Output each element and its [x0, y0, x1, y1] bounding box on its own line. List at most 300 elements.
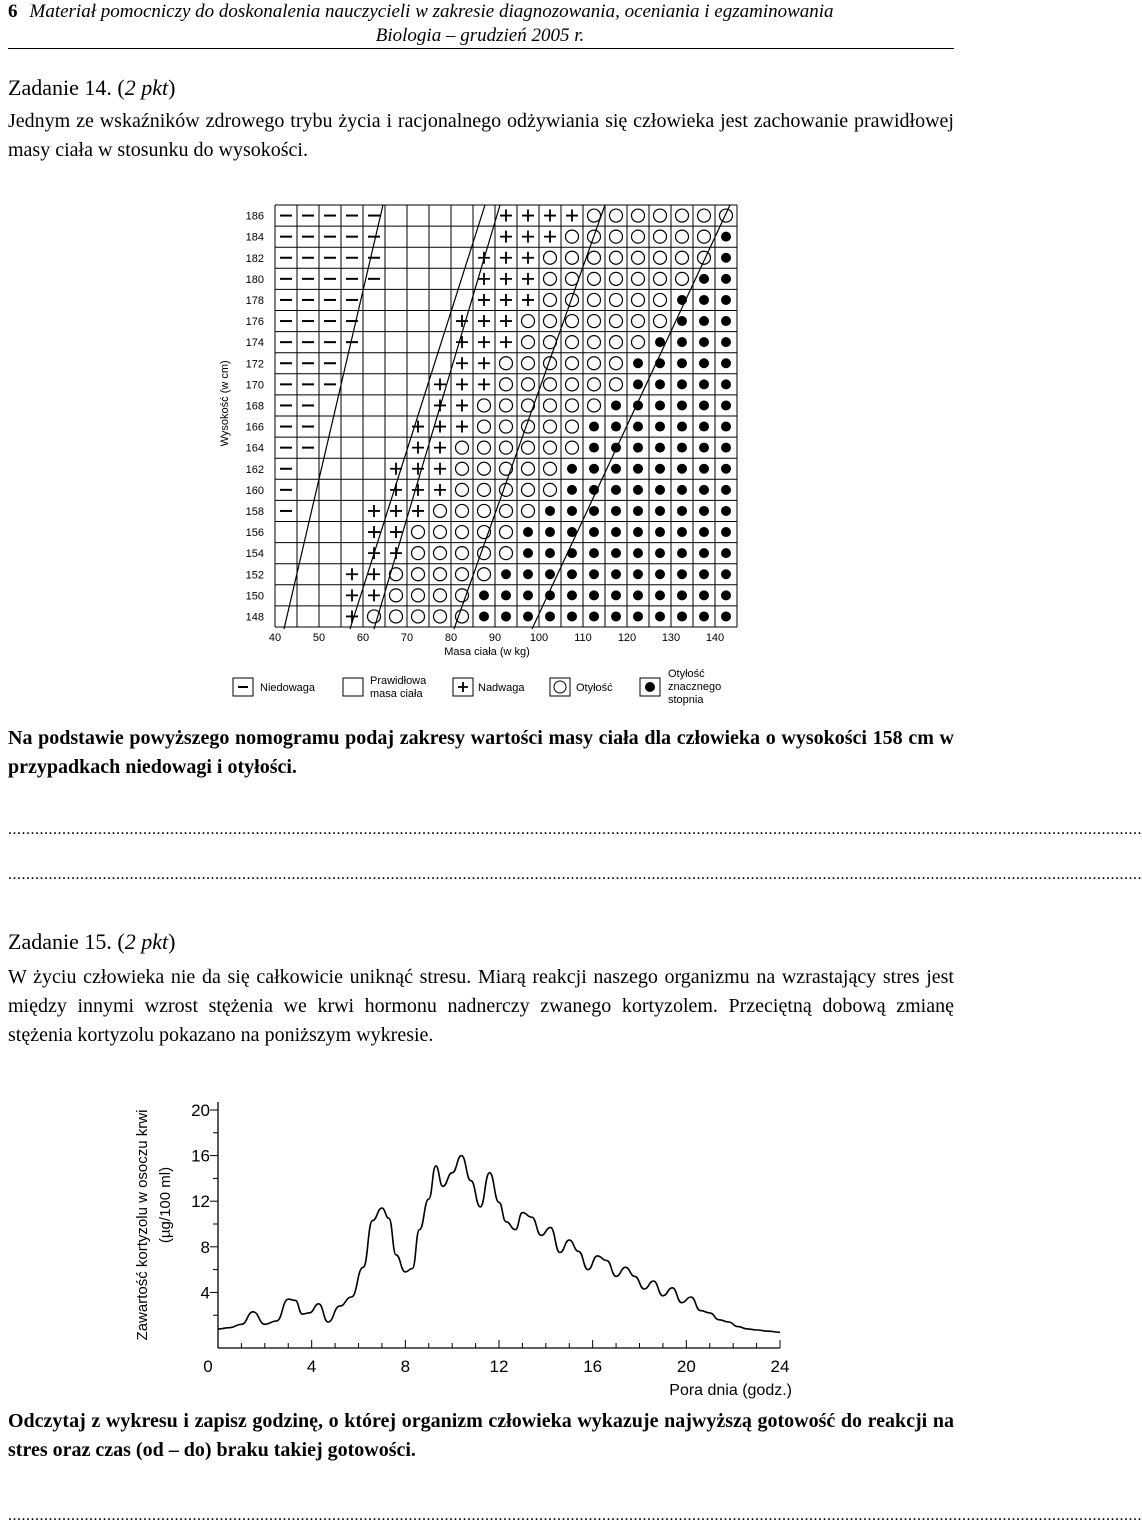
circle-symbol: [588, 209, 601, 222]
circle-symbol: [632, 272, 645, 285]
dot-symbol: [721, 527, 731, 537]
dot-symbol: [721, 400, 731, 410]
dot-symbol: [523, 569, 533, 579]
dot-symbol: [655, 337, 665, 347]
dot-symbol: [589, 611, 599, 621]
dot-symbol: [699, 274, 709, 284]
dot-symbol: [655, 548, 665, 558]
circle-symbol: [566, 357, 579, 370]
task14-title: [8, 74, 175, 102]
circle-symbol: [500, 547, 513, 560]
legend-obesity: Otyłość: [576, 682, 613, 694]
x-axis-label: Pora dnia (godz.): [669, 1382, 792, 1399]
circle-symbol: [588, 272, 601, 285]
circle-symbol: [412, 547, 425, 560]
circle-symbol: [544, 293, 557, 306]
circle-symbol: [478, 504, 491, 517]
plus-symbol: [346, 589, 358, 601]
circle-symbol: [566, 378, 579, 391]
answer-line-2[interactable]: ............................................................................................................................................................................................................................................................: [8, 866, 1142, 883]
plus-symbol: [500, 252, 512, 264]
dot-symbol: [633, 358, 643, 368]
dot-symbol: [611, 590, 621, 600]
dot-symbol: [677, 358, 687, 368]
y-axis-label: Zawartość kortyzolu w osoczu krwi: [134, 1109, 151, 1341]
task14-points: (2 pkt): [117, 75, 176, 100]
circle-symbol: [434, 526, 447, 539]
circle-symbol: [412, 610, 425, 623]
circle-symbol: [478, 483, 491, 496]
circle-symbol: [478, 441, 491, 454]
x-tick-label: 120: [617, 632, 637, 644]
dot-symbol: [699, 611, 709, 621]
circle-symbol: [720, 209, 733, 222]
circle-symbol: [610, 357, 623, 370]
circle-symbol: [390, 589, 403, 602]
dot-symbol: [589, 422, 599, 432]
circle-symbol: [588, 315, 601, 328]
circle-symbol: [632, 336, 645, 349]
circle-symbol: [566, 420, 579, 433]
dot-symbol: [633, 527, 643, 537]
plus-symbol: [434, 463, 446, 475]
dot-symbol: [611, 506, 621, 516]
circle-symbol: [654, 315, 667, 328]
circle-symbol: [522, 483, 535, 496]
circle-symbol: [434, 610, 447, 623]
dot-symbol: [721, 253, 731, 263]
y-tick-label: 162: [245, 463, 264, 476]
y-tick-label: 172: [245, 358, 264, 371]
dot-symbol: [523, 527, 533, 537]
circle-symbol: [676, 272, 689, 285]
dot-symbol: [721, 232, 731, 242]
plus-symbol: [456, 421, 468, 433]
circle-symbol: [610, 293, 623, 306]
plus-symbol: [346, 568, 358, 580]
circle-symbol: [522, 315, 535, 328]
circle-symbol: [434, 589, 447, 602]
x-tick-label: 16: [583, 1357, 603, 1376]
circle-symbol: [500, 441, 513, 454]
y-tick-label: 16: [191, 1146, 210, 1166]
dot-symbol: [699, 400, 709, 410]
circle-symbol: [456, 441, 469, 454]
plus-symbol: [500, 294, 512, 306]
circle-symbol: [566, 336, 579, 349]
y-tick-label: 20: [191, 1101, 210, 1120]
dot-symbol: [589, 464, 599, 474]
plus-symbol: [478, 378, 490, 390]
plus-symbol: [412, 421, 424, 433]
dot-symbol: [721, 548, 731, 558]
circle-symbol: [566, 251, 579, 264]
dot-symbol: [567, 464, 577, 474]
plus-symbol: [456, 378, 468, 390]
legend-severe: stopnia: [668, 694, 704, 706]
dot-symbol: [611, 611, 621, 621]
dot-symbol: [721, 464, 731, 474]
dot-symbol: [721, 569, 731, 579]
plus-symbol: [412, 442, 424, 454]
x-tick-label: 12: [489, 1357, 509, 1376]
dot-symbol: [677, 590, 687, 600]
y-tick-label: 160: [245, 484, 264, 497]
y-tick-label: 176: [245, 316, 264, 329]
dot-symbol: [721, 379, 731, 389]
circle-symbol: [478, 462, 491, 475]
dot-symbol: [721, 590, 731, 600]
plus-symbol: [434, 484, 446, 496]
plus-symbol: [522, 231, 534, 243]
dot-symbol: [545, 548, 555, 558]
circle-symbol: [698, 209, 711, 222]
plus-symbol: [368, 526, 380, 538]
plus-symbol: [390, 505, 402, 517]
dot-symbol: [567, 611, 577, 621]
y-tick-label: 184: [245, 231, 264, 244]
circle-symbol: [566, 399, 579, 412]
dot-symbol: [699, 527, 709, 537]
task15-title-text: Zadanie 15.: [8, 929, 112, 954]
legend-normal: Prawidłowa: [370, 675, 427, 687]
circle-symbol: [610, 230, 623, 243]
x-tick-label: 140: [705, 632, 725, 644]
task14-intro: Jednym ze wskaźników zdrowego trybu życia i racjonalnego odżywiania się człowieka jest zachowanie prawidłowej masy ciała w stosunku do wysokości.: [8, 110, 954, 161]
dot-symbol: [655, 569, 665, 579]
x-tick-label: 40: [268, 632, 282, 644]
circle-symbol: [456, 526, 469, 539]
dot-symbol: [589, 569, 599, 579]
circle-symbol: [522, 378, 535, 391]
y-tick-label: 182: [245, 252, 264, 265]
dot-symbol: [721, 295, 731, 305]
dot-symbol: [567, 506, 577, 516]
dot-symbol: [677, 611, 687, 621]
circle-symbol: [676, 209, 689, 222]
legend-overweight: Nadwaga: [478, 682, 525, 694]
dot-symbol: [699, 379, 709, 389]
circle-symbol: [610, 378, 623, 391]
dot-symbol: [501, 569, 511, 579]
dot-symbol: [677, 527, 687, 537]
answer-line-3[interactable]: ............................................................................................................................................................................................................................................................: [8, 1507, 1142, 1524]
plus-symbol: [544, 210, 556, 222]
plus-symbol: [456, 399, 468, 411]
circle-symbol: [588, 251, 601, 264]
dot-symbol: [655, 527, 665, 537]
dot-symbol: [699, 485, 709, 495]
dot-symbol: [633, 443, 643, 453]
circle-symbol: [522, 357, 535, 370]
legend-normal: masa ciała: [370, 688, 423, 700]
y-tick-label: 166: [245, 421, 264, 434]
y-tick-label: 150: [245, 590, 264, 603]
circle-symbol: [698, 230, 711, 243]
circle-symbol: [566, 441, 579, 454]
plus-symbol: [390, 526, 402, 538]
dot-symbol: [501, 590, 511, 600]
dot-symbol: [655, 464, 665, 474]
plus-symbol: [412, 505, 424, 517]
y-tick-label: 180: [245, 273, 264, 286]
circle-symbol: [588, 378, 601, 391]
x-tick-label: 24: [770, 1357, 790, 1376]
plus-symbol: [434, 378, 446, 390]
circle-symbol: [588, 399, 601, 412]
plus-symbol: [522, 210, 534, 222]
circle-symbol: [434, 504, 447, 517]
dot-symbol: [633, 590, 643, 600]
circle-symbol: [566, 315, 579, 328]
dot-symbol: [545, 527, 555, 537]
dot-symbol: [611, 527, 621, 537]
circle-symbol: [588, 336, 601, 349]
page-number: 6: [8, 1, 18, 22]
x-tick-label: 4: [306, 1357, 317, 1376]
y-tick-label: 8: [200, 1237, 210, 1257]
dot-symbol: [611, 422, 621, 432]
x-tick-label: 130: [661, 632, 681, 644]
dot-symbol: [655, 443, 665, 453]
x-axis-label: Masa ciała (w kg): [444, 646, 530, 658]
dot-symbol: [523, 548, 533, 558]
plus-symbol: [478, 357, 490, 369]
y-tick-label: 12: [191, 1192, 210, 1212]
x-tick-label: 50: [312, 632, 326, 644]
dot-symbol: [567, 590, 577, 600]
dot-symbol: [677, 506, 687, 516]
circle-symbol: [654, 230, 667, 243]
dot-symbol: [501, 611, 511, 621]
dot-symbol: [655, 611, 665, 621]
plus-symbol: [346, 610, 358, 622]
dot-symbol: [677, 316, 687, 326]
circle-symbol: [434, 547, 447, 560]
dot-symbol: [721, 274, 731, 284]
plus-symbol: [544, 231, 556, 243]
dot-symbol: [523, 611, 533, 621]
circle-symbol: [412, 589, 425, 602]
dot-symbol: [721, 337, 731, 347]
circle-symbol: [522, 462, 535, 475]
dot-symbol: [479, 611, 489, 621]
circle-symbol: [412, 568, 425, 581]
dot-symbol: [699, 590, 709, 600]
task14-title-text: Zadanie 14.: [8, 75, 112, 100]
dot-symbol: [633, 569, 643, 579]
dot-symbol: [677, 379, 687, 389]
dot-symbol: [545, 506, 555, 516]
y-axis-label: (µg/100 ml): [157, 1166, 174, 1244]
circle-symbol: [544, 441, 557, 454]
dot-symbol: [611, 569, 621, 579]
x-tick-label: 20: [676, 1357, 696, 1376]
circle-symbol: [654, 251, 667, 264]
dot-symbol: [721, 358, 731, 368]
circle-symbol: [456, 483, 469, 496]
dot-symbol: [699, 464, 709, 474]
dot-symbol: [699, 337, 709, 347]
y-tick-label: 152: [245, 569, 264, 582]
task15-question: Odczytaj z wykresu i zapisz godzinę, o której organizm człowieka wykazuje najwyższą gotowość do reakcji na stres oraz czas (od – do) braku takiej gotowości.: [8, 1410, 954, 1461]
dot-symbol: [645, 682, 655, 692]
dot-symbol: [479, 590, 489, 600]
circle-symbol: [632, 315, 645, 328]
circle-symbol: [566, 293, 579, 306]
circle-symbol: [456, 568, 469, 581]
y-tick-label: 178: [245, 294, 264, 307]
task15-points: (2 pkt): [117, 929, 176, 954]
plus-symbol: [522, 294, 534, 306]
plus-symbol: [500, 336, 512, 348]
dot-symbol: [611, 548, 621, 558]
dot-symbol: [677, 485, 687, 495]
circle-symbol: [610, 272, 623, 285]
legend-severe: znacznego: [668, 681, 722, 693]
y-tick-label: 148: [245, 611, 264, 624]
header-title: Materiał pomocniczy do doskonalenia nauczycieli w zakresie diagnozowania, oceniania i egzaminowania: [29, 1, 834, 22]
circle-symbol: [456, 462, 469, 475]
circle-symbol: [390, 610, 403, 623]
dot-symbol: [721, 611, 731, 621]
plus-symbol: [478, 294, 490, 306]
task14-question: Na podstawie powyższego nomogramu podaj zakresy wartości masy ciała dla człowieka o wysokości 158 cm w przypadkach niedowagi i otyłości.: [8, 727, 954, 778]
plus-symbol: [368, 505, 380, 517]
y-tick-label: 170: [245, 379, 264, 392]
y-tick-label: 186: [245, 210, 264, 223]
dot-symbol: [721, 485, 731, 495]
header-subtitle: Biologia – grudzień 2005 r.: [375, 25, 585, 46]
plus-symbol: [368, 568, 380, 580]
task15-title: [8, 928, 175, 956]
circle-symbol: [610, 209, 623, 222]
circle-symbol: [654, 293, 667, 306]
dot-symbol: [633, 548, 643, 558]
dot-symbol: [567, 569, 577, 579]
circle-symbol: [412, 526, 425, 539]
circle-symbol: [544, 399, 557, 412]
x-tick-label: 110: [574, 632, 592, 644]
dot-symbol: [699, 569, 709, 579]
dot-symbol: [721, 506, 731, 516]
dot-symbol: [677, 548, 687, 558]
y-tick-label: 168: [245, 400, 264, 413]
circle-symbol: [434, 568, 447, 581]
dot-symbol: [633, 485, 643, 495]
x-tick-label: 0: [203, 1357, 213, 1376]
circle-symbol: [654, 272, 667, 285]
dot-symbol: [699, 443, 709, 453]
circle-symbol: [456, 547, 469, 560]
circle-symbol: [500, 420, 513, 433]
legend-underweight: Niedowaga: [260, 682, 316, 694]
circle-symbol: [500, 504, 513, 517]
legend-severe: Otyłość: [668, 668, 705, 680]
y-tick-label: 156: [245, 527, 264, 540]
circle-symbol: [544, 272, 557, 285]
dot-symbol: [655, 590, 665, 600]
y-tick-label: 158: [245, 505, 264, 518]
dot-symbol: [677, 400, 687, 410]
dot-symbol: [677, 443, 687, 453]
dot-symbol: [721, 316, 731, 326]
x-tick-label: 70: [400, 632, 414, 644]
circle-symbol: [544, 378, 557, 391]
dot-symbol: [699, 548, 709, 558]
dot-symbol: [655, 506, 665, 516]
dot-symbol: [611, 464, 621, 474]
task15-intro: W życiu człowieka nie da się całkowicie uniknąć stresu. Miarą reakcji naszego organizmu na wzrastający stres jest między innymi wzrost stężenia we krwi hormonu nadnerczy zwanego kortyzolem. Przeciętną dobową zmianę stężenia kortyzolu pokazano na poniższym wykresie.: [8, 966, 954, 1046]
circle-symbol: [522, 504, 535, 517]
cortisol-chart: [125, 1095, 815, 1405]
circle-symbol: [632, 230, 645, 243]
dot-symbol: [655, 485, 665, 495]
plus-symbol: [456, 357, 468, 369]
dot-symbol: [655, 400, 665, 410]
dot-symbol: [633, 464, 643, 474]
y-axis-label: Wysokość (w cm): [219, 360, 231, 447]
circle-symbol: [632, 209, 645, 222]
cortisol-series-line: [218, 1156, 780, 1333]
bmi-nomogram: [200, 200, 740, 710]
circle-symbol: [522, 336, 535, 349]
circle-symbol: [456, 504, 469, 517]
dot-symbol: [699, 295, 709, 305]
y-tick-label: 154: [245, 548, 264, 561]
circle-symbol: [698, 251, 711, 264]
circle-symbol: [654, 209, 667, 222]
x-tick-label: 90: [488, 632, 502, 644]
plus-symbol: [566, 210, 578, 222]
plus-symbol: [478, 315, 490, 327]
circle-symbol: [500, 378, 513, 391]
circle-symbol: [500, 399, 513, 412]
plus-symbol: [368, 589, 380, 601]
x-tick-label: 8: [400, 1357, 411, 1376]
circle-symbol: [478, 399, 491, 412]
dot-symbol: [523, 590, 533, 600]
dot-symbol: [655, 379, 665, 389]
circle-symbol: [544, 251, 557, 264]
circle-symbol: [500, 526, 513, 539]
plus-symbol: [522, 273, 534, 285]
circle-symbol: [676, 251, 689, 264]
circle-symbol: [544, 483, 557, 496]
nomogram-legend: [233, 668, 721, 706]
plus-symbol: [434, 442, 446, 454]
dot-symbol: [677, 422, 687, 432]
dot-symbol: [699, 422, 709, 432]
dot-symbol: [677, 464, 687, 474]
x-tick-label: 60: [356, 632, 370, 644]
dot-symbol: [589, 527, 599, 537]
answer-line-1[interactable]: ............................................................................................................................................................................................................................................................: [8, 821, 1142, 838]
plus-symbol: [500, 315, 512, 327]
dot-symbol: [633, 611, 643, 621]
dot-symbol: [545, 611, 555, 621]
dot-symbol: [611, 485, 621, 495]
x-tick-label: 80: [444, 632, 458, 644]
circle-symbol: [610, 336, 623, 349]
dot-symbol: [611, 443, 621, 453]
plus-symbol: [500, 273, 512, 285]
y-tick-label: 4: [200, 1283, 210, 1303]
y-tick-label: 164: [245, 442, 264, 455]
dot-symbol: [633, 506, 643, 516]
circle-symbol: [544, 420, 557, 433]
circle-symbol: [478, 568, 491, 581]
